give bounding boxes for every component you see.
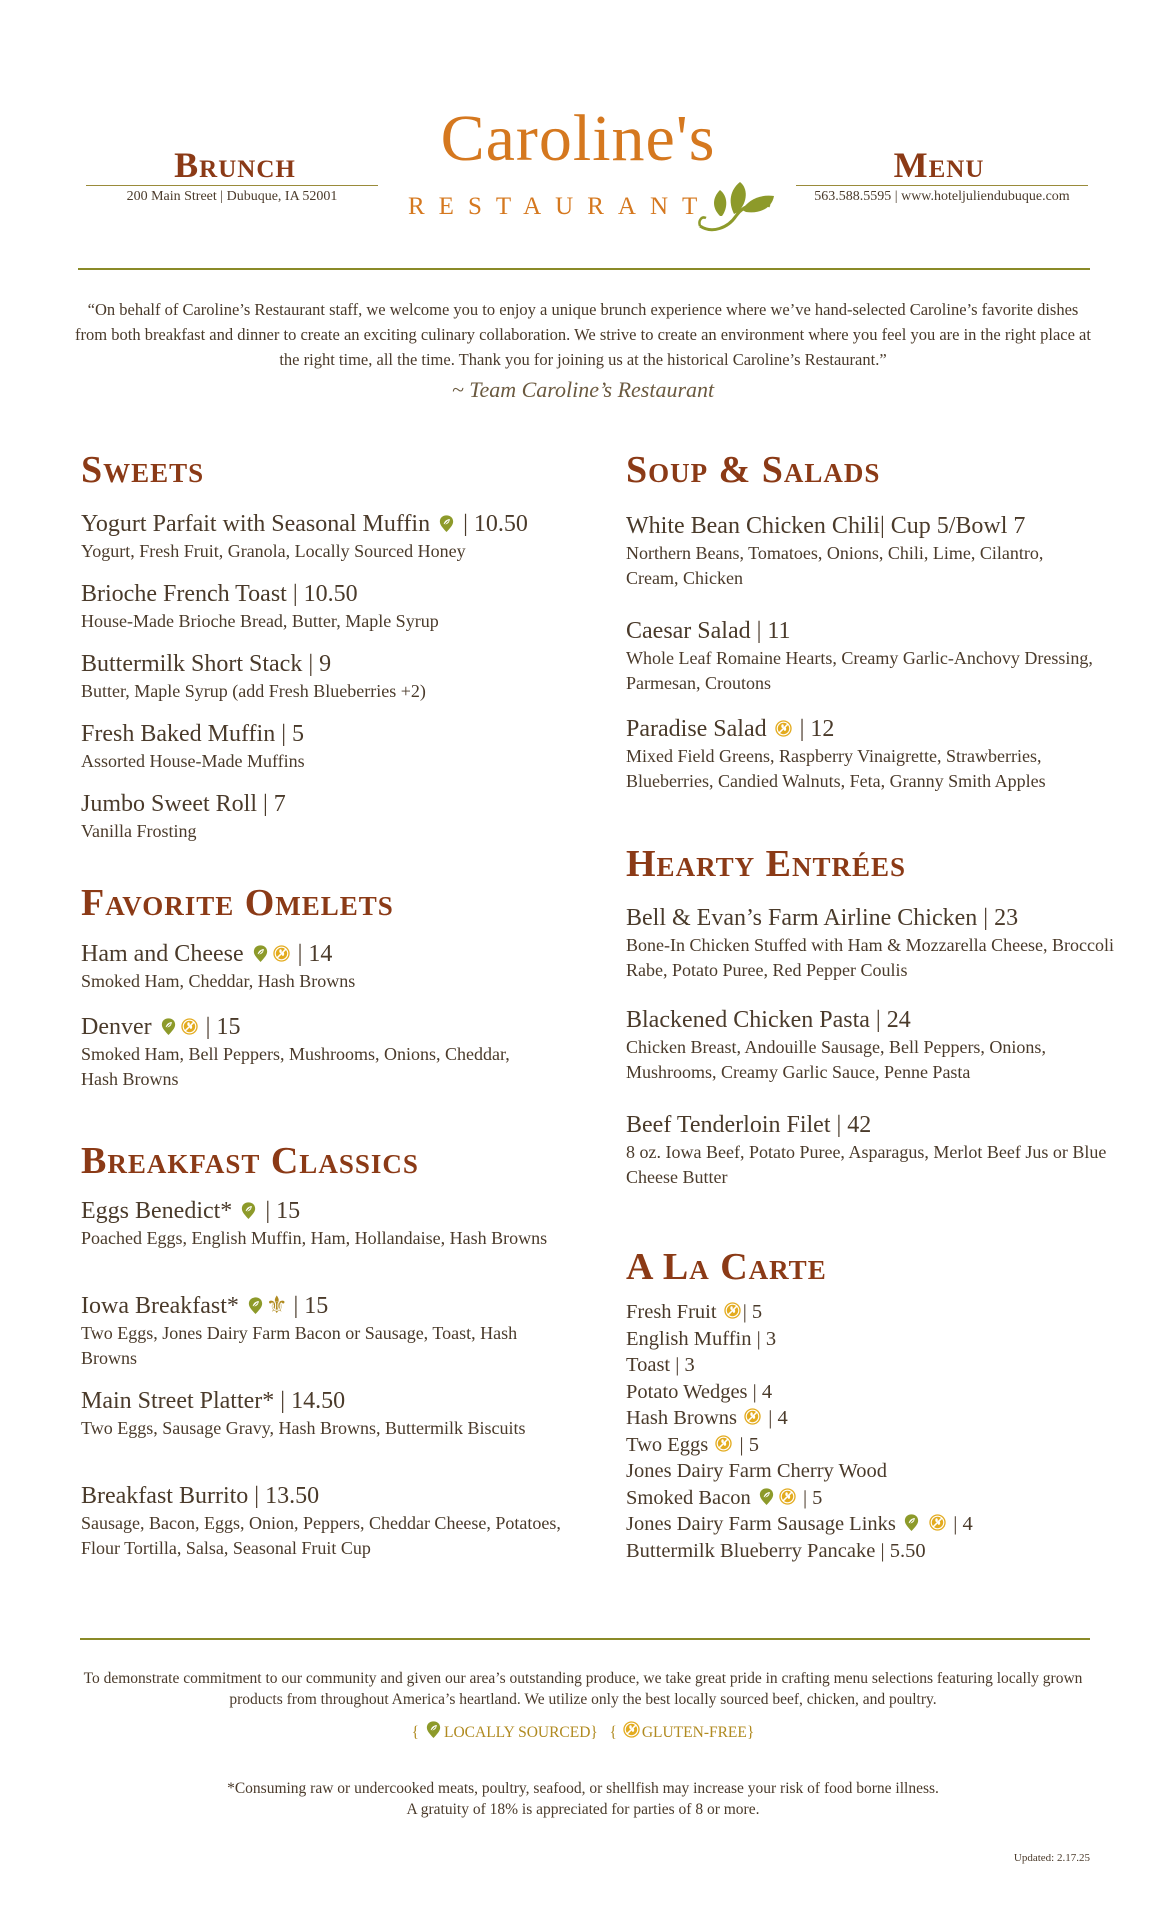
item-name: Yogurt Parfait with Seasonal Muffin <box>81 511 431 537</box>
item-name: Beef Tenderloin Filet | 42 <box>626 1112 872 1138</box>
item-price: | 5 <box>802 1486 823 1509</box>
welcome-signature: ~ Team Caroline’s Restaurant <box>451 377 715 402</box>
item-name: Smoked Bacon <box>626 1486 751 1509</box>
bottom-divider <box>80 1638 1090 1640</box>
item-name: Ham and Cheese <box>81 941 244 967</box>
list-item: Jones Dairy Farm Cherry Wood <box>626 1460 888 1482</box>
list-item <box>626 1299 1096 1326</box>
commitment-text: To demonstrate commitment to our community and given our area’s outstanding produce, we take great pride in crafting menu selections featuring locally grown products from throughout America’s heartland. We utilize only the best locally sourced beef, chicken, and poultry. <box>83 1670 1083 1708</box>
menu-item <box>81 1291 571 1371</box>
section-title-omelets: Favorite Omelets <box>81 882 394 924</box>
item-price: | 4 <box>953 1513 973 1535</box>
item-description: Chicken Breast, Andouille Sausage, Bell Peppers, Onions, Mushrooms, Creamy Garlic Sauce, Penne Pasta <box>626 1037 1046 1082</box>
item-price: | 10.50 <box>463 511 528 537</box>
item-name: Jumbo Sweet Roll | 7 <box>81 791 286 817</box>
menu-item <box>81 649 601 704</box>
list-item <box>626 1485 1096 1512</box>
item-description: Assorted House-Made Muffins <box>81 751 305 771</box>
legend-brace: } <box>590 1724 598 1741</box>
gluten-free-icon <box>622 1720 641 1739</box>
locally-sourced-icon <box>902 1513 921 1532</box>
item-name: White Bean Chicken Chili| Cup 5/Bowl 7 <box>626 513 1026 539</box>
item-description: Vanilla Frosting <box>81 821 197 841</box>
gratuity-note: A gratuity of 18% is appreciated for parties of 8 or more. <box>406 1801 760 1818</box>
item-name: Brioche French Toast | 10.50 <box>81 581 358 607</box>
item-name: Jones Dairy Farm Sausage Links <box>626 1513 896 1535</box>
item-description: Smoked Ham, Cheddar, Hash Browns <box>81 971 356 991</box>
gluten-free-icon <box>928 1513 947 1532</box>
legend-brace: } <box>746 1724 755 1741</box>
item-description: Sausage, Bacon, Eggs, Onion, Peppers, Cheddar Cheese, Potatoes, Flour Tortilla, Salsa, Seasonal Fruit Cup <box>81 1513 561 1558</box>
locally-sourced-icon <box>246 1296 265 1315</box>
menu-item <box>626 714 1126 794</box>
header-right-rule <box>796 185 1088 186</box>
list-item <box>626 1432 1096 1459</box>
section-title-entrees: Hearty Entrées <box>626 843 907 885</box>
menu-item <box>626 1005 1116 1085</box>
item-description: 8 oz. Iowa Beef, Potato Puree, Asparagus, Merlot Beef Jus or Blue Cheese Butter <box>626 1142 1107 1187</box>
gluten-free-icon <box>714 1434 733 1453</box>
legend-gf-label: GLUTEN-FREE <box>641 1724 747 1741</box>
item-price: | 5 <box>739 1433 760 1456</box>
menu-item <box>81 939 551 994</box>
updated-date: Updated: 2.17.25 <box>1013 1852 1090 1864</box>
item-name: Breakfast Burrito | 13.50 <box>81 1483 320 1509</box>
item-name: Bell & Evan’s Farm Airline Chicken | 23 <box>626 905 1019 931</box>
logo-subtitle: RESTAURANT <box>408 193 712 220</box>
menu-item <box>81 579 601 634</box>
section-title-alacarte: A La Carte <box>626 1246 827 1288</box>
welcome-text: “On behalf of Caroline’s Restaurant staff, we welcome you to enjoy a unique brunch experience where we’ve hand-selected Caroline’s favorite dishes from both breakfast and dinner to create an exciting culinary collaboration. We strive to create an environment where you feel you are in the right place at the right time, all the time. Thank you for joining us at the historical Caroline’s Restaurant.” <box>75 300 1091 369</box>
item-description: Two Eggs, Sausage Gravy, Hash Browns, Buttermilk Biscuits <box>81 1418 526 1438</box>
legend-local-label: LOCALLY SOURCED <box>444 1724 591 1741</box>
gluten-free-icon <box>743 1407 762 1426</box>
locally-sourced-icon <box>437 514 456 533</box>
gluten-free-icon <box>180 1017 199 1036</box>
list-item: Toast | 3 <box>626 1354 695 1376</box>
item-description: Yogurt, Fresh Fruit, Granola, Locally Sourced Honey <box>81 541 466 561</box>
item-name: Blackened Chicken Pasta | 24 <box>626 1007 911 1033</box>
legend-brace: { <box>609 1724 617 1741</box>
menu-item <box>81 509 601 564</box>
item-name: Fresh Fruit <box>626 1301 717 1323</box>
menu-item <box>81 1196 571 1251</box>
menu-item <box>81 719 601 774</box>
item-description: Two Eggs, Jones Dairy Farm Bacon or Sausage, Toast, Hash Browns <box>81 1323 518 1368</box>
item-description: Mixed Field Greens, Raspberry Vinaigrette, Strawberries, Blueberries, Candied Walnuts, Feta, Granny Smith Apples <box>626 746 1046 791</box>
list-item: Potato Wedges | 4 <box>626 1380 773 1403</box>
menu-item <box>626 616 1096 696</box>
locally-sourced-icon <box>757 1487 776 1506</box>
locally-sourced-icon <box>424 1720 443 1739</box>
menu-item <box>626 1110 1116 1190</box>
legend-brace: { <box>411 1724 420 1741</box>
item-name: Fresh Baked Muffin | 5 <box>81 721 305 747</box>
logo-title: Caroline's <box>440 102 716 175</box>
locally-sourced-icon <box>239 1201 258 1220</box>
item-name: Caesar Salad | 11 <box>626 618 791 644</box>
section-title-classics: Breakfast Classics <box>81 1140 419 1182</box>
item-description: Whole Leaf Romaine Hearts, Creamy Garlic-Anchovy Dressing, Parmesan, Croutons <box>626 648 1093 693</box>
menu-item <box>81 1012 551 1092</box>
fleur-de-lis-icon: ⚜ <box>265 1293 288 1319</box>
item-name: Hash Browns <box>626 1407 738 1429</box>
item-name: Buttermilk Short Stack | 9 <box>81 651 332 677</box>
item-price: | 15 <box>205 1014 241 1040</box>
item-price: | 15 <box>293 1293 329 1319</box>
icon-legend <box>383 1720 783 1742</box>
section-title-soups: Soup & Salads <box>626 449 881 491</box>
list-item <box>626 1405 1096 1432</box>
item-name: Denver <box>81 1014 152 1040</box>
item-price: | 4 <box>768 1407 788 1429</box>
item-description: Bone-In Chicken Stuffed with Ham & Mozzarella Cheese, Broccoli Rabe, Potato Puree, Red Pepper Coulis <box>626 935 1115 980</box>
logo-leaf-icon <box>694 176 780 236</box>
gluten-free-icon <box>272 944 291 963</box>
header-left-rule <box>86 185 378 186</box>
locally-sourced-icon <box>251 944 270 963</box>
item-description: Poached Eggs, English Muffin, Ham, Hollandaise, Hash Browns <box>81 1228 548 1248</box>
menu-item <box>626 511 1096 591</box>
health-warning: *Consuming raw or undercooked meats, poultry, seafood, or shellfish may increase your risk of food borne illness. <box>227 1780 939 1797</box>
menu-item <box>626 903 1116 983</box>
item-name: Eggs Benedict* <box>81 1198 233 1224</box>
gluten-free-icon <box>774 719 793 738</box>
locally-sourced-icon <box>159 1017 178 1036</box>
item-price: | 12 <box>799 716 835 742</box>
item-price: | 15 <box>265 1198 301 1224</box>
header-left-title: Brunch <box>174 145 296 185</box>
header-address: 200 Main Street | Dubuque, IA 52001 <box>126 189 338 204</box>
item-name: Main Street Platter* | 14.50 <box>81 1388 346 1414</box>
item-name: Iowa Breakfast* <box>81 1293 239 1319</box>
alacarte-list <box>626 1299 1096 1564</box>
list-item: Buttermilk Blueberry Pancake | 5.50 <box>626 1539 926 1562</box>
top-divider <box>78 268 1090 270</box>
item-name: Two Eggs <box>626 1433 709 1456</box>
menu-item <box>81 1386 571 1441</box>
header-right-title: Menu <box>893 145 985 185</box>
item-description: Butter, Maple Syrup (add Fresh Blueberries +2) <box>81 681 426 701</box>
item-price: | 5 <box>742 1301 763 1323</box>
section-title-sweets: Sweets <box>81 449 205 491</box>
list-item <box>626 1511 1096 1538</box>
item-name: Paradise Salad <box>626 716 767 742</box>
menu-item <box>81 789 601 844</box>
gluten-free-icon <box>723 1301 742 1320</box>
item-description: Smoked Ham, Bell Peppers, Mushrooms, Onions, Cheddar, Hash Browns <box>81 1044 510 1089</box>
item-description: Northern Beans, Tomatoes, Onions, Chili, Lime, Cilantro, Cream, Chicken <box>626 543 1044 588</box>
item-price: | 14 <box>297 941 333 967</box>
menu-item <box>81 1481 571 1561</box>
item-description: House-Made Brioche Bread, Butter, Maple Syrup <box>81 611 439 631</box>
header-contact: 563.588.5595 | www.hoteljuliendubuque.com <box>814 189 1070 204</box>
list-item: English Muffin | 3 <box>626 1327 777 1350</box>
gluten-free-icon <box>778 1487 797 1506</box>
